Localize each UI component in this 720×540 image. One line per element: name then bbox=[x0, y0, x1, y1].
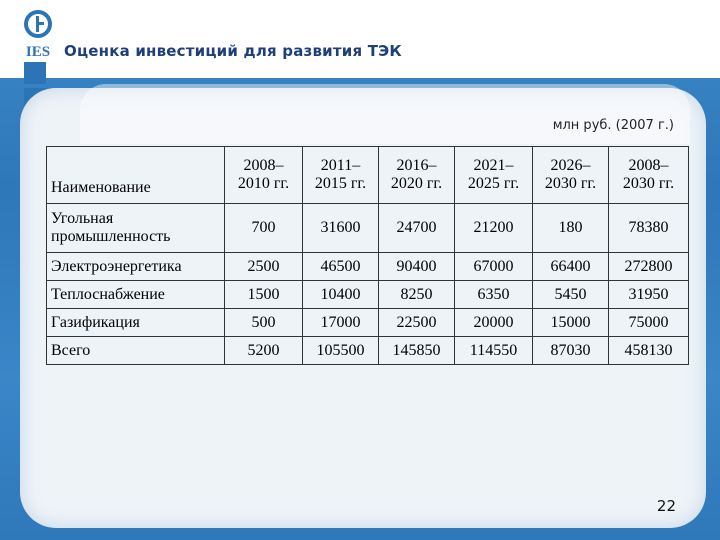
table-row bbox=[47, 204, 689, 253]
table-cell: 75000 bbox=[609, 309, 689, 337]
table-row bbox=[47, 253, 689, 281]
page-number: 22 bbox=[656, 497, 676, 515]
table-cell: 2500 bbox=[225, 253, 303, 281]
header-bar bbox=[0, 0, 720, 78]
row-name-line1: Угольная bbox=[51, 210, 114, 227]
table-cell: 8250 bbox=[379, 281, 455, 309]
table-cell: 458130 bbox=[609, 337, 689, 365]
table-cell: 20000 bbox=[455, 309, 533, 337]
column-header bbox=[533, 147, 609, 204]
investment-table bbox=[46, 146, 689, 365]
row-name-cell bbox=[47, 204, 225, 253]
column-header-line1: 2021– bbox=[473, 157, 514, 174]
column-header bbox=[455, 147, 533, 204]
column-header bbox=[303, 147, 379, 204]
table-cell: 114550 bbox=[455, 337, 533, 365]
table-cell: 180 bbox=[533, 204, 609, 253]
table-cell: 24700 bbox=[379, 204, 455, 253]
column-header-line2: 2025 гг. bbox=[467, 175, 520, 192]
table-cell: 17000 bbox=[303, 309, 379, 337]
table-row-total bbox=[47, 337, 689, 365]
table-cell: 87030 bbox=[533, 337, 609, 365]
table-cell: 272800 bbox=[609, 253, 689, 281]
column-header bbox=[47, 147, 225, 204]
column-header-label: Наименование bbox=[51, 179, 151, 196]
table-cell: 105500 bbox=[303, 337, 379, 365]
column-header bbox=[609, 147, 689, 204]
table-cell: 66400 bbox=[533, 253, 609, 281]
column-header-line1: 2008– bbox=[628, 157, 669, 174]
slide-title: Оценка инвестиций для развития ТЭК bbox=[64, 42, 402, 60]
table-cell: 46500 bbox=[303, 253, 379, 281]
column-header-line2: 2020 гг. bbox=[390, 175, 443, 192]
table-cell: 5450 bbox=[533, 281, 609, 309]
row-name-cell: Электроэнергетика bbox=[47, 253, 225, 281]
column-header-line2: 2030 гг. bbox=[544, 175, 597, 192]
column-header-line2: 2015 гг. bbox=[314, 175, 367, 192]
table-cell: 145850 bbox=[379, 337, 455, 365]
column-header-line1: 2011– bbox=[320, 157, 361, 174]
column-header-line1: 2008– bbox=[243, 157, 284, 174]
row-name-cell: Всего bbox=[47, 337, 225, 365]
column-header-line1: 2016– bbox=[396, 157, 437, 174]
row-name-cell: Газификация bbox=[47, 309, 225, 337]
table-cell: 500 bbox=[225, 309, 303, 337]
table-cell: 90400 bbox=[379, 253, 455, 281]
panel-highlight bbox=[80, 84, 690, 144]
unit-note: млн руб. (2007 г.) bbox=[552, 118, 674, 133]
table-cell: 22500 bbox=[379, 309, 455, 337]
table-cell: 15000 bbox=[533, 309, 609, 337]
table-cell: 5200 bbox=[225, 337, 303, 365]
logo-decoration bbox=[24, 62, 46, 84]
column-header-line2: 2010 гг. bbox=[237, 175, 290, 192]
column-header bbox=[379, 147, 455, 204]
table-cell: 21200 bbox=[455, 204, 533, 253]
table-cell: 31600 bbox=[303, 204, 379, 253]
table-cell: 700 bbox=[225, 204, 303, 253]
table-cell: 6350 bbox=[455, 281, 533, 309]
logo-text: IES bbox=[25, 44, 51, 60]
column-header-line2: 2030 гг. bbox=[622, 175, 675, 192]
row-name-cell: Теплоснабжение bbox=[47, 281, 225, 309]
table-cell: 31950 bbox=[609, 281, 689, 309]
table-header-row bbox=[47, 147, 689, 204]
table-row bbox=[47, 281, 689, 309]
row-name-line2: промышленность bbox=[51, 228, 171, 245]
table-cell: 78380 bbox=[609, 204, 689, 253]
table-cell: 10400 bbox=[303, 281, 379, 309]
table-row bbox=[47, 309, 689, 337]
table-cell: 1500 bbox=[225, 281, 303, 309]
column-header-line1: 2026– bbox=[550, 157, 591, 174]
column-header bbox=[225, 147, 303, 204]
table-cell: 67000 bbox=[455, 253, 533, 281]
